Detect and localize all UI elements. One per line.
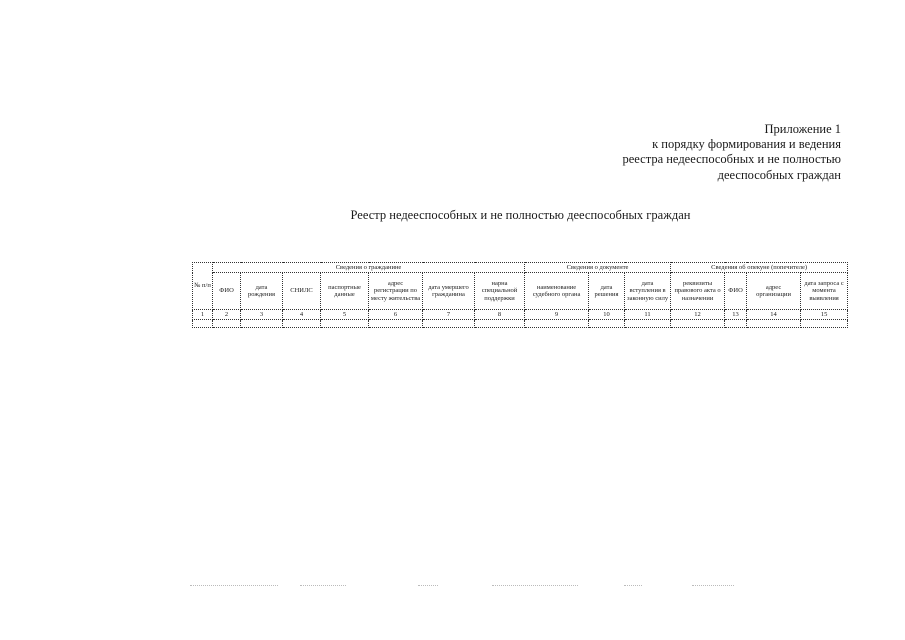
col-number: 8 (475, 310, 525, 320)
document-title (0, 208, 905, 223)
col-fio: ФИО (213, 273, 241, 310)
col-number: 7 (423, 310, 475, 320)
scan-artifact-line (624, 585, 642, 586)
col-passport: паспортные данные (321, 273, 369, 310)
empty-data-row (193, 320, 848, 328)
col-number: 12 (671, 310, 725, 320)
group-guardian: Сведения об опекуне (попечителе) (671, 263, 848, 273)
col-number: 14 (747, 310, 801, 320)
empty-cell (625, 320, 671, 328)
empty-cell (241, 320, 283, 328)
registry-table (192, 262, 848, 328)
header-row-number: № п/п (193, 263, 213, 310)
col-number: 4 (283, 310, 321, 320)
empty-cell (725, 320, 747, 328)
col-request-date: дата запроса с момента выявления (801, 273, 848, 310)
col-death-date: дата умершего гражданина (423, 273, 475, 310)
empty-cell (525, 320, 589, 328)
document-title-text: Реестр недееспособных и не полностью дееспособных граждан (350, 208, 691, 222)
col-snils: СНИЛС (283, 273, 321, 310)
col-number: 6 (369, 310, 423, 320)
col-number: 3 (241, 310, 283, 320)
appendix-line-4: дееспособных граждан (717, 167, 841, 182)
empty-cell (671, 320, 725, 328)
empty-cell (369, 320, 423, 328)
empty-cell (213, 320, 241, 328)
column-header-row (193, 273, 848, 310)
empty-cell (283, 320, 321, 328)
col-number: 13 (725, 310, 747, 320)
col-effective-date: дата вступления в законную силу (625, 273, 671, 310)
appendix-line-1: Приложение 1 (764, 122, 841, 136)
col-court-name: наименование судебного органа (525, 273, 589, 310)
col-guardian-fio: ФИО (725, 273, 747, 310)
scan-artifact-line (190, 585, 278, 586)
column-number-row (193, 310, 848, 320)
empty-cell (475, 320, 525, 328)
group-citizen: Сведения о гражданине (213, 263, 525, 273)
empty-cell (321, 320, 369, 328)
col-number: 1 (193, 310, 213, 320)
group-header-row (193, 263, 848, 273)
empty-cell (589, 320, 625, 328)
col-number: 11 (625, 310, 671, 320)
col-number: 15 (801, 310, 848, 320)
appendix-line-2: к порядку формирования и ведения (652, 137, 841, 152)
scan-artifact-line (692, 585, 734, 586)
col-decision-date: дата решения (589, 273, 625, 310)
scan-artifact-line (492, 585, 578, 586)
scan-artifact-line (418, 585, 438, 586)
col-number: 2 (213, 310, 241, 320)
appendix-note (623, 122, 842, 183)
empty-cell (801, 320, 848, 328)
appendix-line-3: реестра недееспособных и не полностью (622, 152, 841, 167)
col-address: адрес регистрации по месту жительства (369, 273, 423, 310)
col-org-address: адрес организации (747, 273, 801, 310)
group-document: Сведения о документе (525, 263, 671, 273)
col-number: 9 (525, 310, 589, 320)
empty-cell (193, 320, 213, 328)
empty-cell (423, 320, 475, 328)
col-support: нарна специальной поддержки (475, 273, 525, 310)
col-number: 5 (321, 310, 369, 320)
scan-artifact-line (300, 585, 346, 586)
empty-cell (747, 320, 801, 328)
col-number: 10 (589, 310, 625, 320)
col-birth-date: дата рождения (241, 273, 283, 310)
col-act-details: реквизиты правового акта о назначении (671, 273, 725, 310)
